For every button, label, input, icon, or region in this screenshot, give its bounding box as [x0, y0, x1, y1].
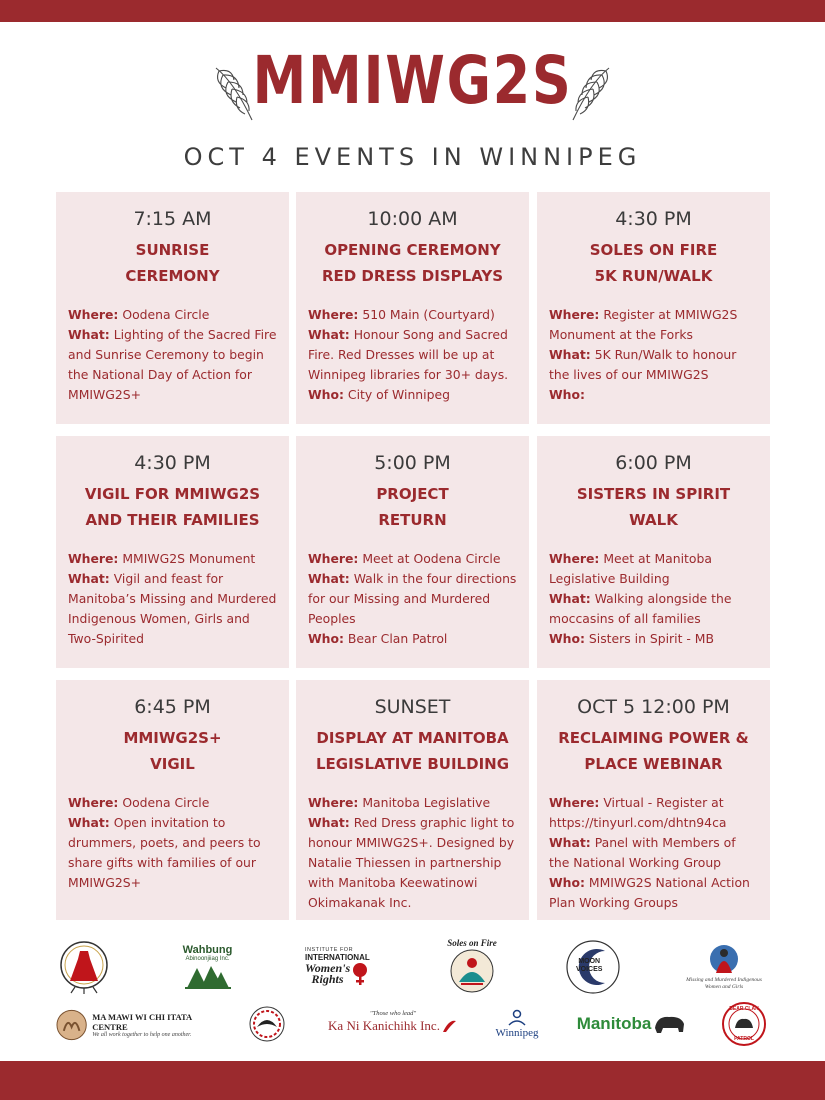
- event-card: [537, 192, 770, 424]
- event-card: [296, 192, 529, 424]
- soles-on-fire-logo: Soles on Fire: [444, 936, 500, 996]
- event-details: Where: Meet at Manitoba Legislative Building What: Walking alongside the moccasins of all families Who: Sisters in Spirit - MB: [549, 551, 732, 646]
- bottom-banner-bar: [0, 1061, 825, 1100]
- event-details: Where: Manitoba Legislative What: Red Dress graphic light to honour MMIWG2S+. Designed by Natalie Thiessen in partnership with Manitoba Keewatinowi Okimakanak Inc.: [308, 795, 515, 910]
- runner-icon: [449, 948, 495, 994]
- event-time: 4:30 PM: [134, 452, 211, 474]
- ma-mawi-logo: MA MAWI WI CHI ITATA CENTRE We all work together to help one another.: [56, 1008, 226, 1042]
- eagle-circle-icon: [245, 1005, 289, 1043]
- event-card: [537, 680, 770, 920]
- event-card: [56, 680, 289, 920]
- event-card: [56, 192, 289, 424]
- event-card: [537, 436, 770, 668]
- event-time: SUNSET: [374, 696, 451, 718]
- manitoba-logo: Manitoba: [572, 1008, 692, 1040]
- top-banner-bar: [0, 0, 825, 22]
- event-details: Where: MMIWG2S Monument What: Vigil and feast for Manitoba’s Missing and Murdered Indigenous Women, Girls and Two-Spirited: [68, 551, 277, 646]
- event-name: VIGIL FOR MMIWG2S AND THEIR FAMILIES: [84, 485, 261, 529]
- event-details: Where: Register at MMIWG2S Monument at the Forks What: 5K Run/Walk to honour the lives of our MMIWG2S Who:: [549, 307, 738, 402]
- event-time: 6:00 PM: [615, 452, 692, 474]
- female-symbol-icon: [350, 962, 370, 986]
- bear-clan-logo: BEAR CLAN PATROL: [720, 1000, 768, 1048]
- event-time: 7:15 AM: [133, 208, 212, 230]
- event-time: 6:45 PM: [134, 696, 211, 718]
- red-dress-icon: [59, 939, 109, 995]
- wahbung-logo: Wahbung Abinoonjiiag Inc.: [175, 936, 240, 998]
- event-card: [296, 436, 529, 668]
- red-dress-logo: [58, 938, 110, 996]
- event-time: OCT 5 12:00 PM: [577, 696, 730, 718]
- tipi-icon: [183, 962, 233, 990]
- event-details: Where: Meet at Oodena Circle What: Walk in the four directions for our Missing and Murdered Peoples Who: Bear Clan Patrol: [308, 551, 517, 646]
- event-time: 10:00 AM: [367, 208, 458, 230]
- page-title: MMIWG2S: [252, 42, 573, 119]
- event-name: RECLAIMING POWER & PLACE WEBINAR: [558, 729, 749, 773]
- event-name: OPENING CEREMONY RED DRESS DISPLAYS: [321, 241, 504, 285]
- moon-voices-logo: MOON VOICES: [564, 938, 622, 996]
- event-time: 5:00 PM: [374, 452, 451, 474]
- winnipeg-logo: Winnipeg: [488, 1004, 546, 1044]
- winnipeg-figure-icon: [506, 1009, 528, 1027]
- event-name: SISTERS IN SPIRIT WALK: [576, 485, 731, 529]
- woman-silhouette-icon: [704, 943, 744, 977]
- event-details: Where: Oodena Circle What: Open invitation to drummers, poets, and peers to share gifts with families of our MMIWG2S+: [68, 795, 261, 890]
- mmiw-coalition-logo: Missing and Murdered Indigenous Women and Girls: [684, 938, 764, 996]
- event-name: DISPLAY AT MANITOBA LEGISLATIVE BUILDING: [315, 729, 510, 773]
- page-subtitle: OCT 4 EVENTS IN WINNIPEG: [183, 143, 642, 171]
- event-details: Where: Oodena Circle What: Lighting of the Sacred Fire and Sunrise Ceremony to begin the National Day of Action for MMIWG2S+: [68, 307, 277, 402]
- event-details: Where: 510 Main (Courtyard) What: Honour Song and Sacred Fire. Red Dresses will be up at Winnipeg libraries for 30+ days. Who: City of Winnipeg: [308, 307, 509, 402]
- ka-ni-kanichihk-logo: "Those who lead" Ka Ni Kanichihk Inc.: [323, 1004, 463, 1040]
- event-card: [296, 680, 529, 920]
- feather-swirl-icon: [440, 1017, 458, 1035]
- bison-icon: [651, 1012, 687, 1036]
- hands-circle-icon: [56, 1009, 87, 1041]
- event-details: Where: Virtual - Register at https://tinyurl.com/dhtn94ca What: Panel with Members of the National Working Group Who: MMIWG2S National Action Plan Working Groups: [549, 795, 750, 910]
- event-name: PROJECT RETURN: [376, 485, 449, 529]
- event-name: MMIWG2S+ VIGIL: [123, 729, 222, 773]
- event-time: 4:30 PM: [615, 208, 692, 230]
- feather-icon: [565, 62, 615, 124]
- circle-emblem-logo: [243, 1004, 291, 1044]
- event-name: SUNRISE CEREMONY: [125, 241, 220, 285]
- event-card: [56, 436, 289, 668]
- event-name: SOLES ON FIRE 5K RUN/WALK: [589, 241, 718, 285]
- iiwr-logo: INSTITUTE FOR INTERNATIONAL Women's Rights: [305, 946, 370, 986]
